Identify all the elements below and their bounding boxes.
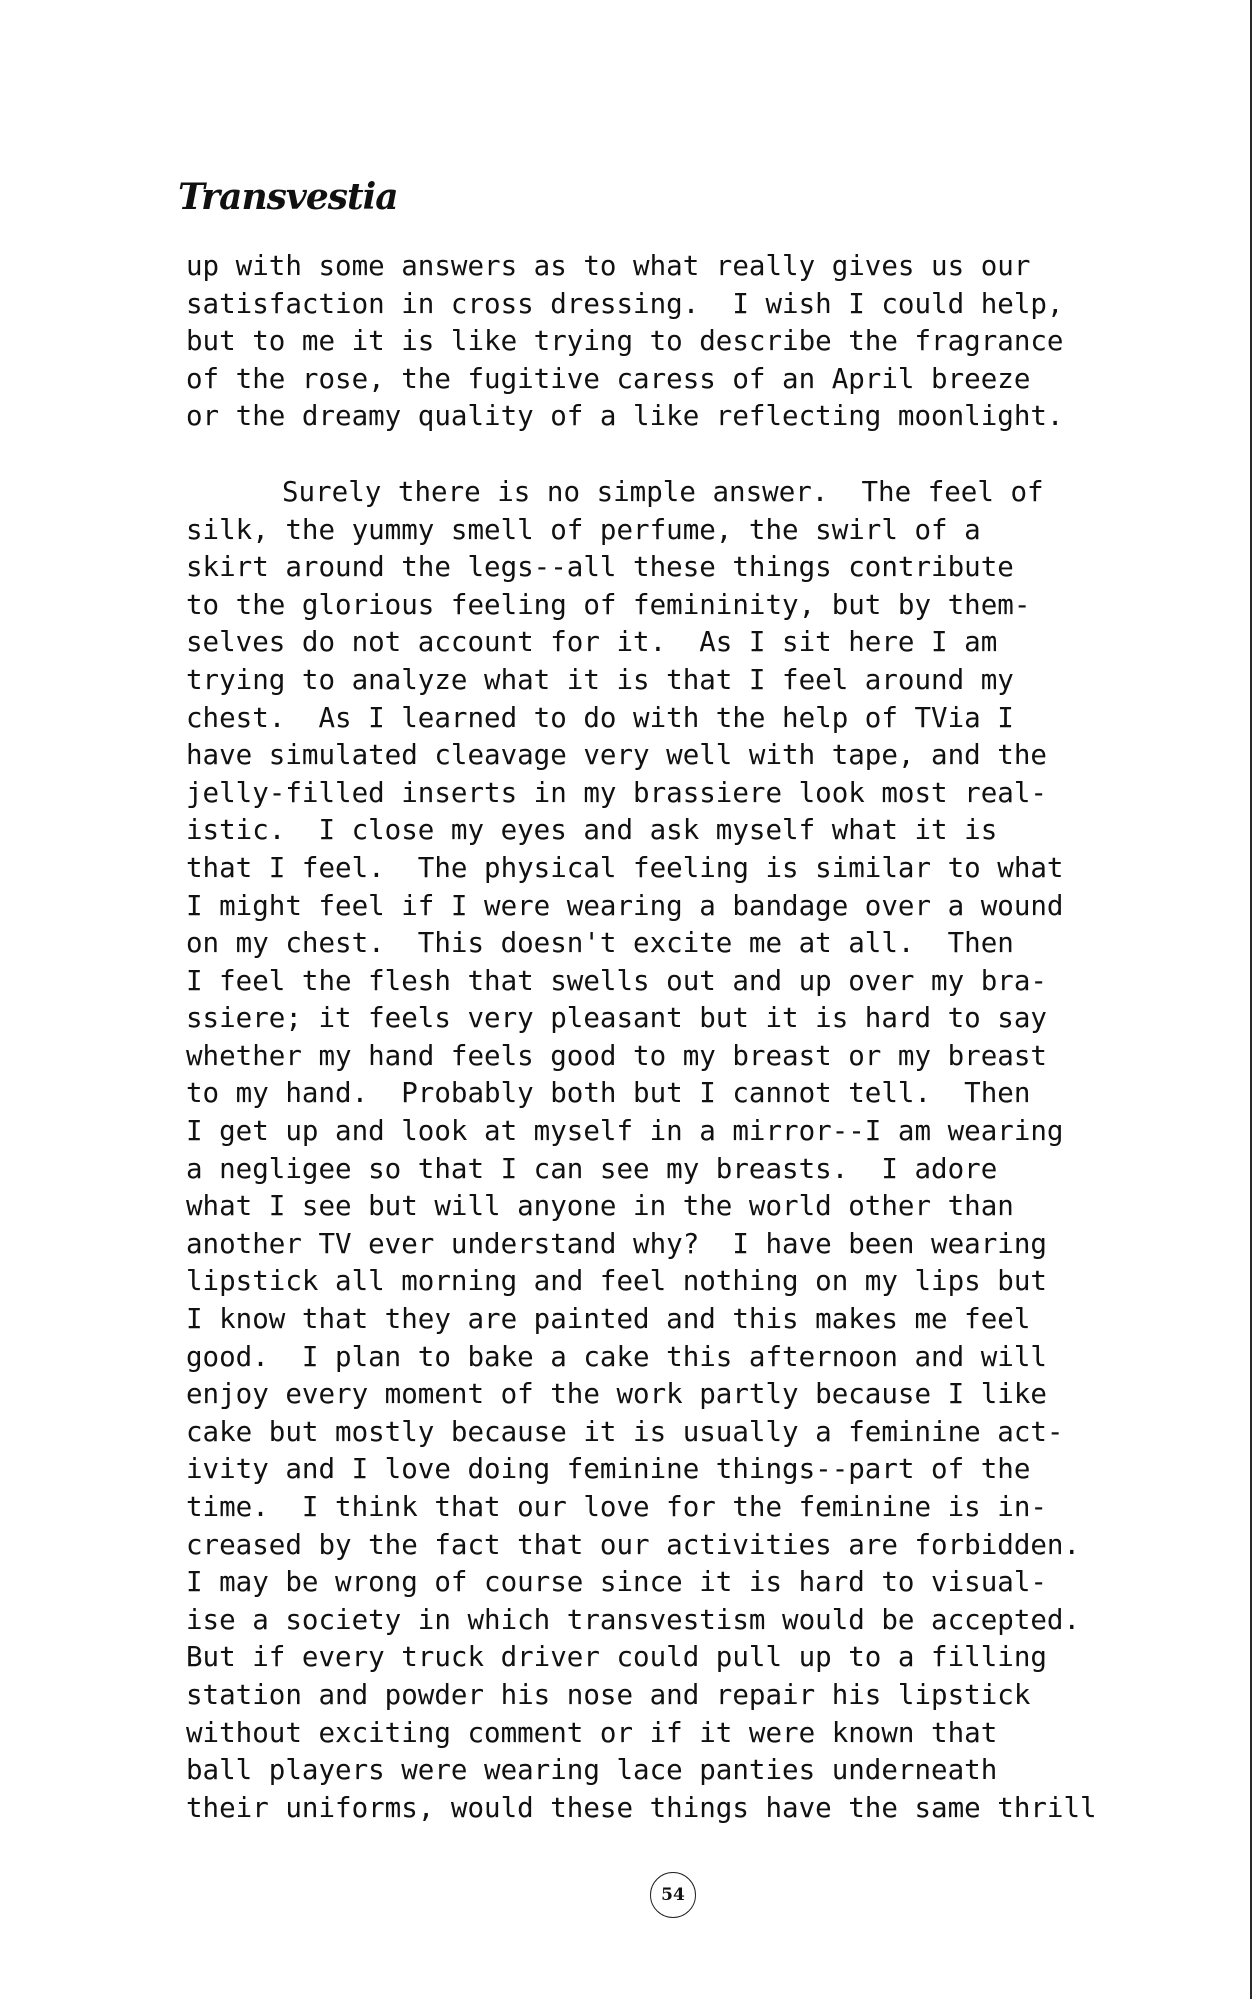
text-line: chest. As I learned to do with the help of TVia I <box>186 701 1014 734</box>
text-line: to my hand. Probably both but I cannot tell. Then <box>186 1077 1031 1110</box>
text-line: silk, the yummy smell of perfume, the swirl of a <box>186 513 981 546</box>
text-line: I feel the flesh that swells out and up over my bra- <box>186 964 1047 997</box>
text-line: their uniforms, would these things have the same thrill <box>186 1791 1097 1824</box>
paragraph <box>186 474 1226 1827</box>
text-line: lipstick all morning and feel nothing on my lips but <box>186 1265 1047 1298</box>
article-body <box>186 248 1226 1827</box>
paragraph-gap <box>186 436 1226 474</box>
text-line: ivity and I love doing feminine things--part of the <box>186 1453 1031 1486</box>
text-line: trying to analyze what it is that I feel around my <box>186 663 1014 696</box>
text-line: cake but mostly because it is usually a feminine act- <box>186 1415 1064 1448</box>
text-line: that I feel. The physical feeling is similar to what <box>186 851 1064 884</box>
text-line: good. I plan to bake a cake this afternoon and will <box>186 1340 1047 1373</box>
text-line: time. I think that our love for the feminine is in- <box>186 1491 1047 1523</box>
text-line: a negligee so that I can see my breasts. I adore <box>186 1152 998 1185</box>
text-line: enjoy every moment of the work partly because I like <box>186 1378 1047 1411</box>
text-line: I may be wrong of course since it is hard to visual- <box>186 1566 1047 1599</box>
text-line: of the rose, the fugitive caress of an April breeze <box>186 362 1031 395</box>
text-line: ball players were wearing lace panties underneath <box>186 1754 998 1787</box>
text-line: selves do not account for it. As I sit here I am <box>186 626 998 659</box>
text-line: but to me it is like trying to describe the fragrance <box>186 325 1064 358</box>
page-edge-line <box>1250 0 1252 1999</box>
text-line: istic. I close my eyes and ask myself what it is <box>186 814 998 847</box>
text-line: have simulated cleavage very well with tape, and the <box>186 739 1047 772</box>
page-number: 54 <box>650 1872 696 1918</box>
text-line: to the glorious feeling of femininity, but by them- <box>186 588 1031 621</box>
text-line: ssiere; it feels very pleasant but it is hard to say <box>186 1002 1047 1035</box>
text-line: I get up and look at myself in a mirror--I am wearing <box>186 1115 1064 1148</box>
text-line: up with some answers as to what really gives us our <box>186 250 1031 282</box>
text-line: without exciting comment or if it were known that <box>186 1716 998 1749</box>
text-line: or the dreamy quality of a like reflecting moonlight. <box>186 400 1064 433</box>
text-line: I know that they are painted and this makes me feel <box>186 1303 1031 1336</box>
text-line: I might feel if I were wearing a bandage over a wound <box>186 889 1064 922</box>
text-line: satisfaction in cross dressing. I wish I could help, <box>186 287 1064 320</box>
text-line: ise a society in which transvestism would be accepted. <box>186 1603 1081 1636</box>
text-line: But if every truck driver could pull up to a filling <box>186 1641 1047 1674</box>
text-line: creased by the fact that our activities are forbidden. <box>186 1528 1081 1561</box>
text-line: what I see but will anyone in the world other than <box>186 1190 1014 1223</box>
text-line: skirt around the legs--all these things contribute <box>186 551 1014 584</box>
text-line: Surely there is no simple answer. The feel of <box>282 475 1044 508</box>
text-line: station and powder his nose and repair his lipstick <box>186 1678 1031 1711</box>
text-line: jelly-filled inserts in my brassiere look most real- <box>186 776 1047 809</box>
magazine-masthead: Transvestia <box>178 176 398 218</box>
text-line: another TV ever understand why? I have been wearing <box>186 1227 1047 1260</box>
text-line: on my chest. This doesn't excite me at all. Then <box>186 927 1014 960</box>
text-line: whether my hand feels good to my breast or my breast <box>186 1039 1047 1072</box>
paragraph <box>186 248 1226 436</box>
